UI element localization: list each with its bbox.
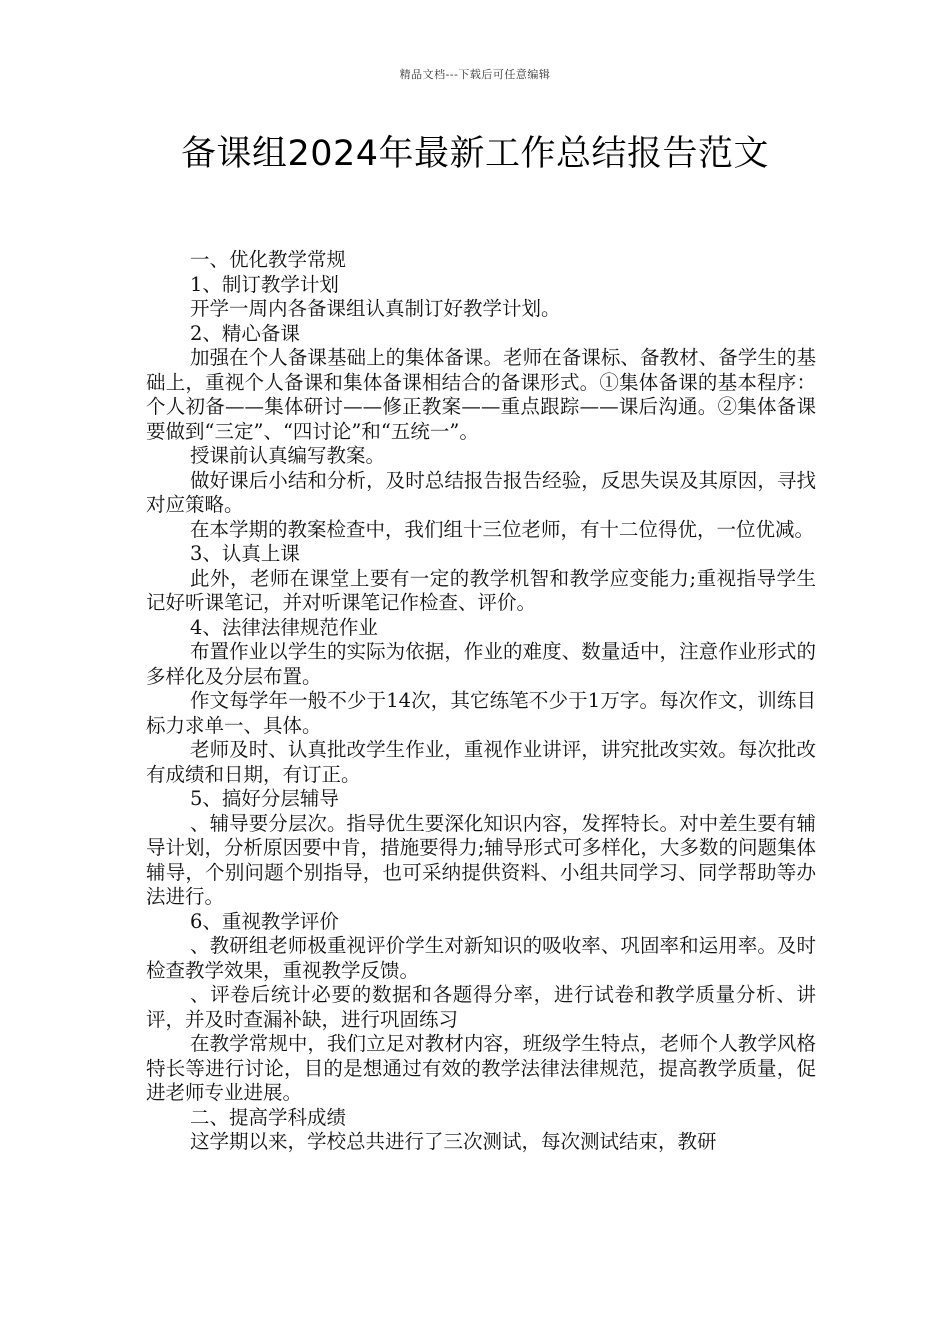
body-paragraph: 布置作业以学生的实际为依据，作业的难度、数量适中，注意作业形式的多样化及分层布置。	[146, 640, 816, 688]
body-paragraph: 、辅导要分层次。指导优生要深化知识内容，发挥特长。对中差生要有辅导计划，分析原因要中肯，措施要得力;辅导形式可多样化，大多数的问题集体辅导，个别问题个别指导，也可采纳提供资料、小组共同学习、同学帮助等办法进行。	[146, 811, 816, 908]
section-heading: 二、提高学科成绩	[190, 1105, 347, 1129]
subsection-heading: 2、精心备课	[190, 321, 300, 345]
body-paragraph: 授课前认真编写教案。	[190, 444, 386, 467]
body-paragraph: 作文每学年一般不少于14次，其它练笔不少于1万字。每次作文，训练目标力求单一、具体。	[146, 689, 816, 737]
body-paragraph: 此外，老师在课堂上要有一定的教学机智和教学应变能力;重视指导学生记好听课笔记，并对听课笔记作检查、评价。	[146, 566, 816, 614]
body-paragraph: 这学期以来，学校总共进行了三次测试，每次测试结束，教研	[190, 1130, 717, 1153]
body-paragraph: 加强在个人备课基础上的集体备课。老师在备课标、备教材、备学生的基础上，重视个人备课和集体备课相结合的备课形式。①集体备课的基本程序：个人初备——集体研讨——修正教案——重点跟踪——课后沟通。②集体备课要做到“三定”、“四讨论”和“五统一”。	[146, 346, 816, 443]
section-heading: 一、优化教学常规	[190, 248, 347, 271]
header-note: 精品文档---下载后可任意编辑	[399, 68, 551, 81]
body-paragraph: 在本学期的教案检查中，我们组十三位老师，有十二位得优，一位优减。	[190, 517, 815, 541]
body-paragraph: 老师及时、认真批改学生作业，重视作业讲评，讲究批改实效。每次批改有成绩和日期，有订正。	[146, 738, 816, 786]
body-paragraph: 在教学常规中，我们立足对教材内容，班级学生特点，老师个人教学风格特长等进行讨论，目的是想通过有效的教学法律法律规范，提高教学质量，促进老师专业进展。	[146, 1032, 816, 1104]
subsection-heading: 6、重视教学评价	[190, 909, 339, 933]
document-title: 备课组2024年最新工作总结报告范文	[180, 134, 770, 174]
document-body	[146, 248, 816, 1155]
body-paragraph: 、教研组老师极重视评价学生对新知识的吸收率、巩固率和运用率。及时检查教学效果，重视教学反馈。	[146, 934, 816, 982]
subsection-heading: 4、法律法律规范作业	[190, 615, 378, 639]
body-paragraph: 开学一周内各备课组认真制订好教学计划。	[190, 297, 561, 320]
subsection-heading: 3、认真上课	[190, 542, 300, 565]
subsection-heading: 1、制订教学计划	[190, 272, 339, 296]
subsection-heading: 5、搞好分层辅导	[190, 787, 339, 810]
body-paragraph: 、评卷后统计必要的数据和各题得分率，进行试卷和教学质量分析、讲评，并及时查漏补缺，进行巩固练习	[146, 983, 816, 1031]
body-paragraph: 做好课后小结和分析，及时总结报告报告经验，反思失误及其原因，寻找对应策略。	[146, 468, 816, 516]
